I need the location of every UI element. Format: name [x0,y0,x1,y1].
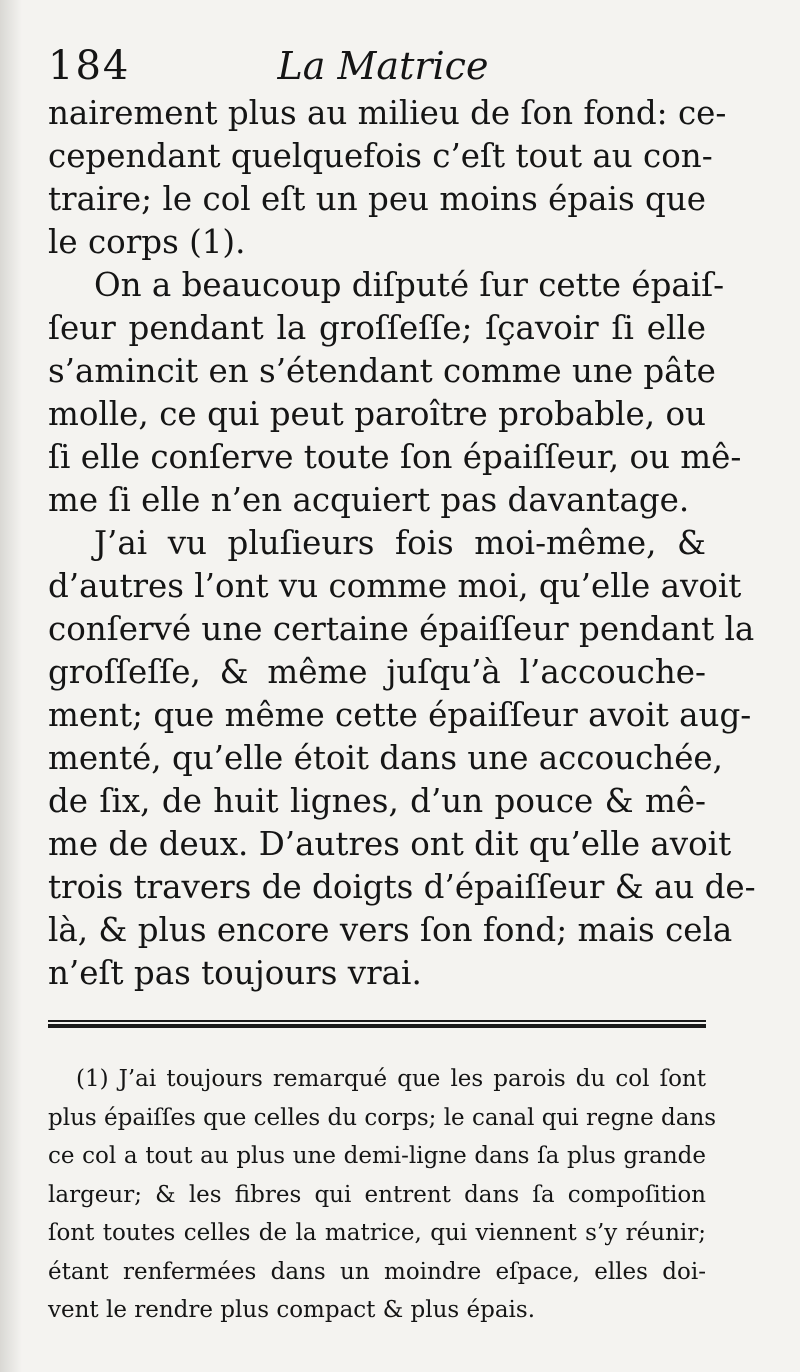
text-line: là, & plus encore vers ſon fond; mais cela [48,911,733,949]
text-line: J’ai vu pluſieurs fois moi-même, & [94,524,706,562]
main-text [48,92,756,995]
page-header [48,40,708,100]
text-line: ſeur pendant la groſſeſſe; ſçavoir ſi elle [48,309,706,347]
text-line: trois travers de doigts d’épaiſſeur & au de- [48,868,756,906]
running-head: La Matrice [277,44,489,88]
footnote-line: ce col a tout au plus une demi-ligne dans ſa plus grande [48,1143,706,1169]
page-number: 184 [48,43,131,89]
text-line: le corps (1). [48,223,246,261]
text-line: n’eſt pas toujours vrai. [48,954,422,992]
text-line: s’amincit en s’étendant comme une pâte [48,352,716,390]
footnote [48,1060,717,1330]
footnote-line: largeur; & les fibres qui entrent dans ſa compoſition [48,1181,706,1208]
footnote-line: vent le rendre plus compact & plus épais. [48,1297,536,1323]
page-gutter-shadow [0,0,22,1372]
text-line: nairement plus au milieu de ſon fond: ce- [48,94,727,132]
text-line: groſſeſſe, & même juſqu’à l’accouche- [48,653,706,691]
text-line: d’autres l’ont vu comme moi, qu’elle avoit [48,567,742,605]
text-line: me ſi elle n’en acquiert pas davantage. [48,481,690,519]
text-line: traire; le col eſt un peu moins épais que [48,180,706,218]
text-line: ment; que même cette épaiſſeur avoit aug- [48,696,752,734]
footnote-line: plus épaiſſes que celles du corps; le canal qui regne dans [48,1104,717,1131]
footnote-separator-rule [48,1020,706,1028]
footnote-line: (1) J’ai toujours remarqué que les parois du col ſont [76,1066,706,1092]
text-line: conſervé une certaine épaiſſeur pendant la [48,610,755,648]
footnote-line: ſont toutes celles de la matrice, qui viennent s’y réunir; [48,1220,706,1246]
footnote-line: étant renfermées dans un moindre eſpace, elles doi- [48,1258,706,1285]
text-line: On a beaucoup diſputé ſur cette épaiſ- [94,266,725,304]
text-line: ſi elle conſerve toute ſon épaiſſeur, ou mê- [48,438,742,476]
text-line: de ſix, de huit lignes, d’un pouce & mê- [48,782,706,820]
text-line: cependant quelquefois c’eſt tout au con- [48,137,713,175]
text-line: molle, ce qui peut paroître probable, ou [48,395,706,433]
text-line: me de deux. D’autres ont dit qu’elle avoit [48,825,732,863]
text-line: menté, qu’elle étoit dans une accouchée, [48,739,723,777]
